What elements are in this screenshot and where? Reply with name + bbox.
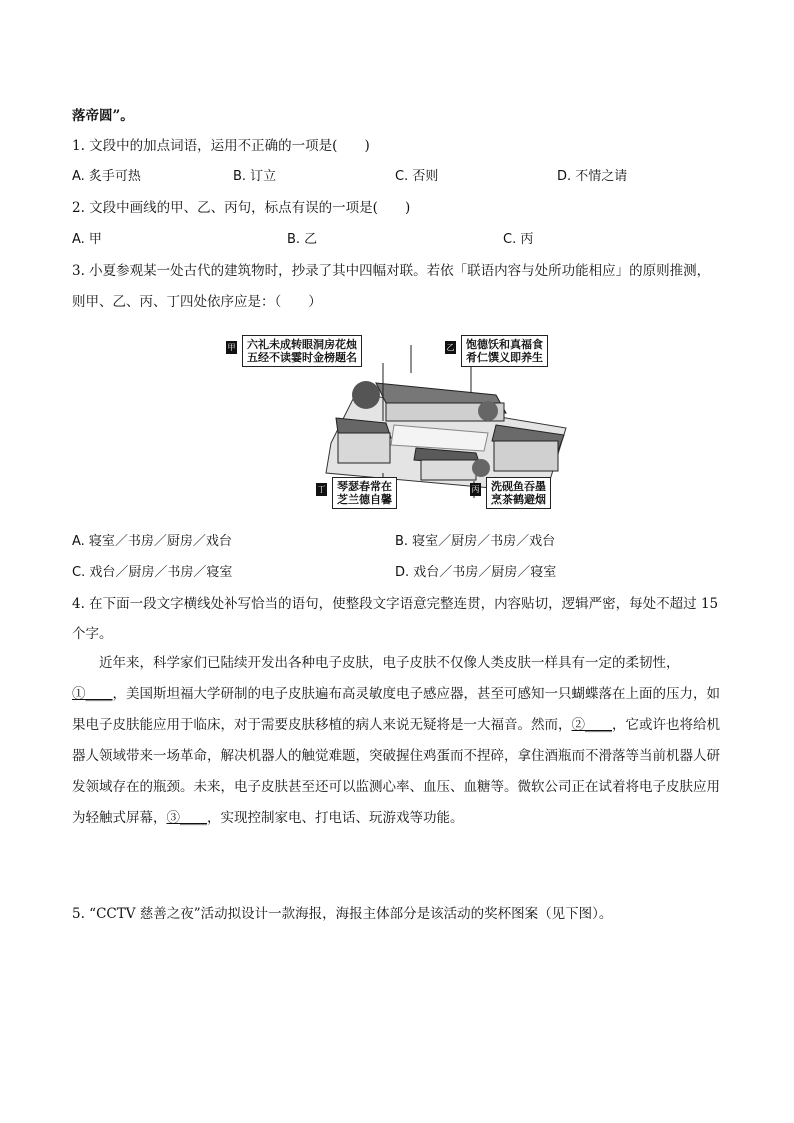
q4-passage-part4: ，实现控制家电、打电话、玩游戏等功能。 (207, 810, 464, 826)
couplet-yi-line1: 饱德饫和真福食 (466, 338, 543, 351)
q3-stem-line1: 3. 小夏参观某一处古代的建筑物时，抄录了其中四幅对联。若依「联语内容与处所功能相应」的原则推测， (72, 263, 711, 279)
q1-option-c: C. 否则 (395, 169, 439, 184)
couplet-yi-tag: 乙 (446, 343, 455, 352)
couplet-jia (242, 335, 362, 367)
q2-option-c: C. 丙 (503, 232, 534, 247)
q4-passage-part1: 近年来，科学家们已陆续开发出各种电子皮肤，电子皮肤不仅像人类皮肤一样具有一定的柔韧性， (99, 655, 680, 671)
couplet-ding (332, 477, 397, 509)
q5-stem: 5. “CCTV 慈善之夜”活动拟设计一款海报，海报主体部分是该活动的奖杯图案（见下图）。 (72, 906, 613, 922)
q1-option-d: D. 不情之请 (557, 169, 628, 184)
couplet-jia-line1: 六礼未成转眼洞房花烛 (247, 338, 357, 351)
q4-blank-3: ③____ (166, 810, 207, 826)
q3-option-c: C. 戏台／厨房／书房／寝室 (72, 565, 233, 580)
q4-passage (72, 648, 722, 834)
building-figure (226, 333, 572, 513)
couplet-ding-line1: 琴瑟春常在 (337, 480, 392, 493)
q4-passage-part3: ，它或许也将给机器人领域带来一场革命，解决机器人的触觉难题，突破握住鸡蛋而不捏碎，拿住酒瓶而不滑落等当前机器人研发领域存在的瓶颈。未来，电子皮肤甚至还可以监测心率、血压、血糖等。微软公司正在试着将电子皮肤应用为轻触式屏幕， (72, 717, 720, 826)
q3-option-a: A. 寝室／书房／厨房／戏台 (72, 534, 232, 549)
q1-stem: 1. 文段中的加点词语，运用不正确的一项是( ) (72, 138, 370, 154)
couplet-bing (486, 477, 551, 509)
q2-stem: 2. 文段中画线的甲、乙、丙句，标点有误的一项是( ) (72, 200, 411, 216)
couplet-jia-line2: 五经不读霎时金榜题名 (247, 351, 357, 364)
couplet-bing-tag: 丙 (471, 485, 480, 494)
couplet-jia-tag: 甲 (227, 343, 236, 352)
couplet-ding-line2: 芝兰德自馨 (337, 493, 392, 506)
q4-passage-part2: ，美国斯坦福大学研制的电子皮肤遍布高灵敏度电子感应器，甚至可感知一只蝴蝶落在上面的压力，如果电子皮肤能应用于临床，对于需要皮肤移植的病人来说无疑将是一大福音。然而， (72, 686, 720, 733)
couplet-yi (461, 335, 548, 367)
q2-option-a: A. 甲 (72, 232, 102, 247)
q3-stem-line2: 则甲、乙、丙、丁四处依序应是：（ ） (72, 294, 322, 310)
couplet-yi-line2: 肴仁馔义即养生 (466, 351, 543, 364)
couplet-bing-line1: 洗砚鱼吞墨 (491, 480, 546, 493)
q1-option-a: A. 炙手可热 (72, 169, 141, 184)
q4-stem-line1: 4. 在下面一段文字横线处补写恰当的语句，使整段文字语意完整连贯，内容贴切，逻辑严密，每处不超过 15 (72, 596, 719, 612)
q4-stem-line2: 个字。 (72, 626, 113, 642)
q2-option-b: B. 乙 (287, 232, 318, 247)
top-text: 落帝圆”。 (72, 108, 134, 124)
q4-blank-2: ②____ (571, 717, 612, 733)
q4-blank-1: ①____ (72, 686, 113, 702)
couplet-bing-line2: 烹茶鹤避烟 (491, 493, 546, 506)
q3-option-b: B. 寝室／厨房／书房／戏台 (395, 534, 556, 549)
q1-option-b: B. 订立 (233, 169, 277, 184)
q3-option-d: D. 戏台／书房／厨房／寝室 (395, 565, 557, 580)
couplet-ding-tag: 丁 (317, 485, 326, 494)
